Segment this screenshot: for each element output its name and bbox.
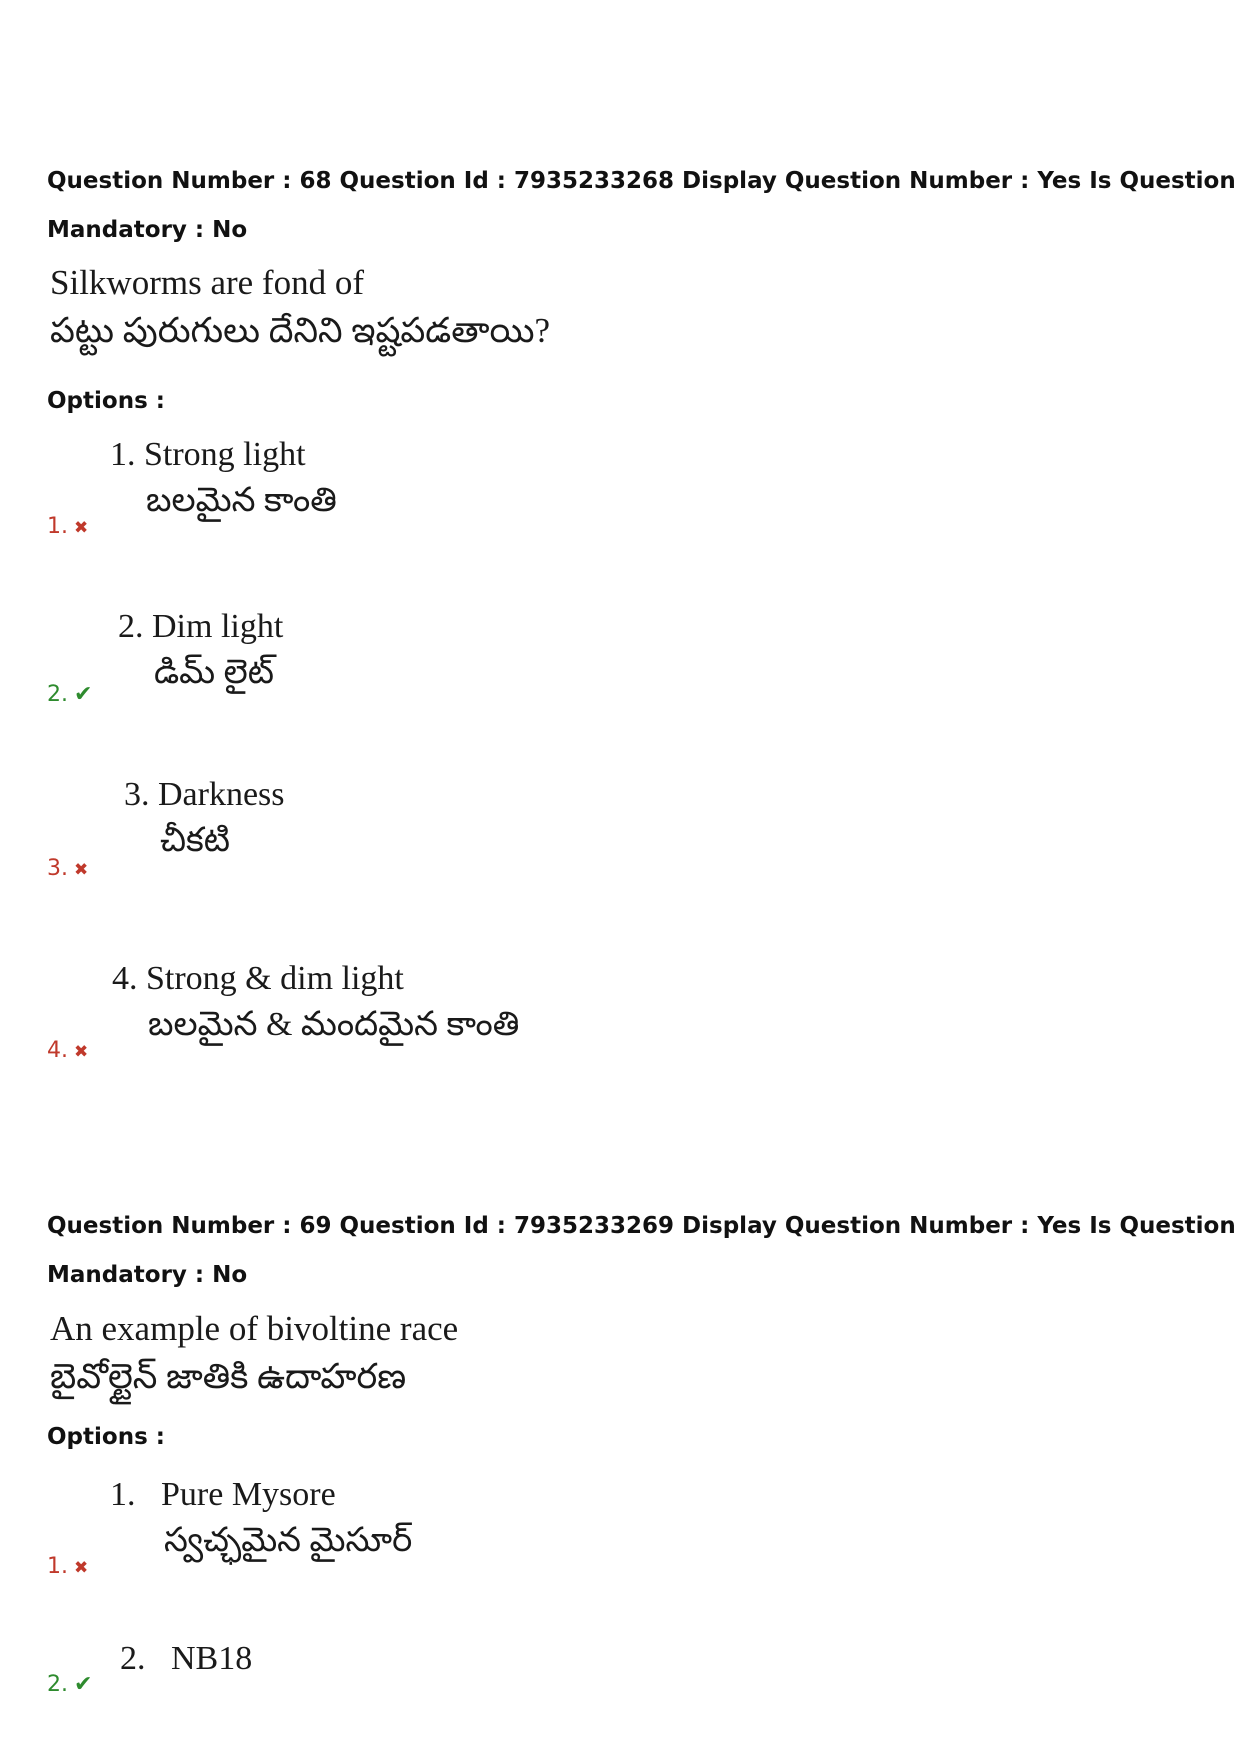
option-number: 1. [47, 514, 68, 539]
option-number: 1. [47, 1554, 68, 1579]
option-content [120, 1636, 252, 1682]
cross-icon: ✖ [74, 860, 89, 880]
option-text-english: 2. NB18 [120, 1640, 253, 1677]
checkmark-icon: ✔ [74, 682, 93, 707]
option-text-english: 1. Pure Mysore [110, 1476, 336, 1513]
option-text-english: 1. Strong light [110, 436, 306, 473]
options-heading: Options : [47, 388, 165, 414]
option-content [110, 432, 337, 524]
option-text-english: 2. Dim light [118, 608, 284, 645]
question-meta-line1: Question Number : 68 Question Id : 7935233268 Display Question Number : Yes Is Question [47, 168, 1236, 194]
option-text-telugu: బలమైన & మందమైన కాంతి [148, 1006, 520, 1043]
option-label [47, 514, 88, 539]
question-text-english: Silkworms are fond of [50, 263, 364, 302]
cross-icon: ✖ [74, 1042, 89, 1062]
option-number: 3. [47, 856, 68, 881]
option-label [47, 1554, 88, 1579]
question-text-telugu: బైవోల్టైన్ జాతికి ఉదాహరణ [50, 1357, 407, 1396]
question-text-english: An example of bivoltine race [50, 1309, 459, 1348]
option-content [110, 1472, 412, 1564]
question-meta-line2: Mandatory : No [47, 217, 248, 243]
options-heading: Options : [47, 1424, 165, 1450]
option-label [47, 682, 92, 707]
option-text-english: 4. Strong & dim light [112, 960, 404, 997]
cross-icon: ✖ [74, 1558, 89, 1578]
option-content [118, 604, 283, 696]
option-label [47, 1672, 92, 1697]
option-number: 2. [47, 682, 68, 707]
option-content [124, 772, 285, 864]
question-meta-line2: Mandatory : No [47, 1262, 248, 1288]
checkmark-icon: ✔ [74, 1672, 93, 1697]
option-label [47, 1038, 88, 1063]
option-number: 4. [47, 1038, 68, 1063]
option-text-telugu: చీకటి [160, 822, 231, 859]
option-number: 2. [47, 1672, 68, 1697]
question-meta-line1: Question Number : 69 Question Id : 7935233269 Display Question Number : Yes Is Question [47, 1213, 1236, 1239]
cross-icon: ✖ [74, 518, 89, 538]
option-text-telugu: డిమ్ లైట్ [154, 654, 274, 691]
option-text-telugu: స్వచ్ఛమైన మైసూర్ [164, 1522, 413, 1559]
option-text-english: 3. Darkness [124, 776, 285, 813]
option-label [47, 856, 88, 881]
option-text-telugu: బలమైన కాంతి [146, 482, 337, 519]
option-content [112, 956, 519, 1048]
question-text-telugu: పట్టు పురుగులు దేనిని ఇష్టపడతాయి? [50, 311, 551, 350]
